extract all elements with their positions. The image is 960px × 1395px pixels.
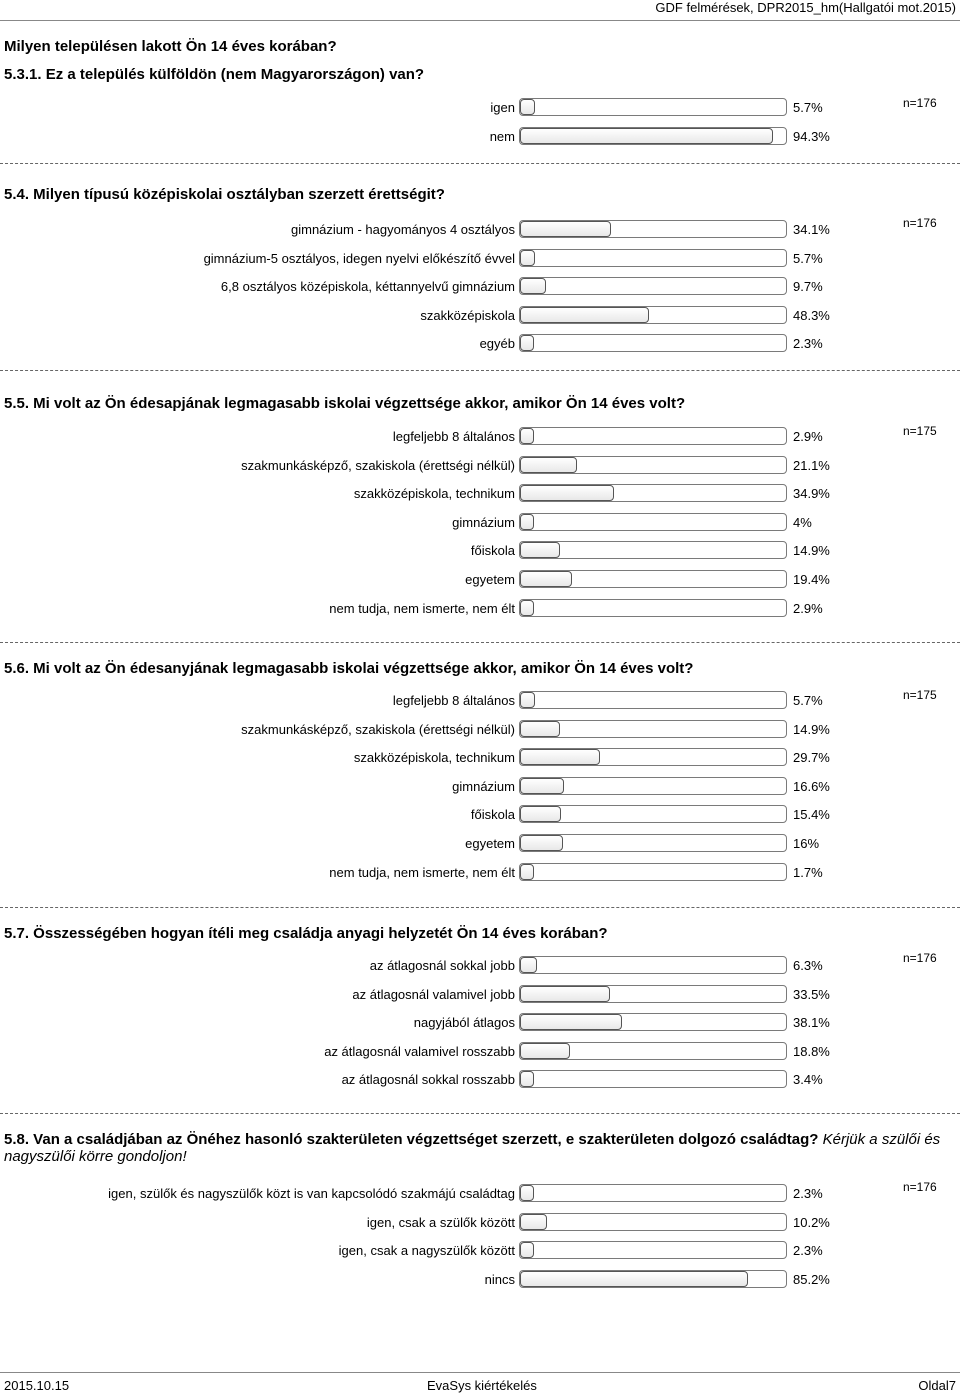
- category-label: egyetem: [465, 836, 515, 851]
- question-title: 5.7. Összességében hogyan ítéli meg családja anyagi helyzetét Ön 14 éves korában?: [4, 925, 608, 942]
- bar-track: [519, 277, 787, 295]
- bar-track: [519, 513, 787, 531]
- bar-track: [519, 720, 787, 738]
- bar-track: [519, 220, 787, 238]
- bar-row: [0, 126, 960, 148]
- bar-row: [0, 426, 960, 448]
- value-label: 4%: [793, 514, 812, 530]
- bar-row: [0, 569, 960, 591]
- bar: [520, 1242, 534, 1258]
- category-label: igen, csak a nagyszülők között: [338, 1243, 515, 1259]
- category-label: főiskola: [470, 543, 515, 559]
- value-label: 18.8%: [793, 1043, 830, 1059]
- question-title: 5.5. Mi volt az Ön édesapjának legmagasabb iskolai végzettsége akkor, amikor Ön 14 éves volt?: [4, 395, 686, 412]
- category-label: az átlagosnál sokkal jobb: [369, 958, 515, 973]
- bar: [520, 986, 610, 1002]
- sample-size: n=176: [903, 216, 937, 230]
- bar-row: [0, 97, 960, 119]
- question-title: 5.6. Mi volt az Ön édesanyjának legmagasabb iskolai végzettsége akkor, amikor Ön 14 éves volt?: [4, 660, 694, 677]
- bar: [520, 835, 563, 851]
- bar-track: [519, 427, 787, 445]
- bar-track: [519, 1213, 787, 1231]
- bar: [520, 571, 572, 587]
- category-label: az átlagosnál valamivel rosszabb: [324, 1043, 515, 1059]
- bar-track: [519, 777, 787, 795]
- bar: [520, 250, 535, 266]
- header-title: GDF felmérések, DPR2015_hm(Hallgatói mot.2015): [655, 0, 956, 15]
- bar: [520, 428, 534, 444]
- category-label: legfeljebb 8 általános: [392, 429, 515, 444]
- sample-size: n=175: [903, 424, 937, 438]
- bar-track: [519, 1184, 787, 1202]
- bar: [520, 1043, 570, 1059]
- question-title-text: 5.8. Van a családjában az Önéhez hasonló szakterületen végzettséget szerzett, e szakterületen dolgozó családtag?: [4, 1131, 819, 1148]
- category-label: igen, csak a szülők között: [366, 1214, 515, 1230]
- bar-track: [519, 1241, 787, 1259]
- section-divider: [0, 907, 960, 908]
- category-label: nincs: [484, 1271, 515, 1287]
- category-label: szakközépiskola: [420, 307, 515, 323]
- bar: [520, 1185, 534, 1201]
- category-label: gimnázium: [452, 778, 515, 794]
- section-divider: [0, 370, 960, 371]
- bar-track: [519, 956, 787, 974]
- question-note: Kérjük a szülői és nagyszülői körre gondoljon!: [4, 1131, 941, 1165]
- question-title: 5.3.1. Ez a település külföldön (nem Magyarországon) van?: [4, 66, 425, 83]
- bar-track: [519, 1270, 787, 1288]
- bar: [520, 692, 535, 708]
- bar: [520, 1271, 748, 1287]
- category-label: 6,8 osztályos középiskola, kéttannyelvű gimnázium: [220, 279, 515, 295]
- value-label: 3.4%: [793, 1072, 823, 1088]
- bar-track: [519, 1070, 787, 1088]
- bar-row: [0, 719, 960, 741]
- value-label: 1.7%: [793, 864, 823, 880]
- bar-row: [0, 984, 960, 1006]
- bar: [520, 335, 534, 351]
- bar-row: [0, 540, 960, 562]
- bar: [520, 721, 560, 737]
- bar-row: [0, 483, 960, 505]
- category-label: igen, szülők és nagyszülők közt is van kapcsolódó szakmájú családtag: [108, 1186, 515, 1201]
- bar: [520, 457, 577, 473]
- bar-row: [0, 1212, 960, 1234]
- value-label: 2.9%: [793, 429, 823, 444]
- bar: [520, 600, 534, 616]
- value-label: 6.3%: [793, 958, 823, 973]
- category-label: az átlagosnál valamivel jobb: [352, 986, 515, 1002]
- bar-track: [519, 127, 787, 145]
- sample-size: n=176: [903, 1180, 937, 1194]
- value-label: 48.3%: [793, 307, 830, 323]
- bar-row: [0, 747, 960, 769]
- value-label: 21.1%: [793, 457, 830, 473]
- category-label: nem tudja, nem ismerte, nem élt: [329, 864, 515, 880]
- section-divider: [0, 1113, 960, 1114]
- bar-track: [519, 98, 787, 116]
- bar-track: [519, 456, 787, 474]
- bar-track: [519, 985, 787, 1003]
- bar: [520, 864, 534, 880]
- bar-row: [0, 1183, 960, 1205]
- bar-row: [0, 1041, 960, 1063]
- value-label: 10.2%: [793, 1214, 830, 1230]
- bar: [520, 778, 564, 794]
- bar-track: [519, 249, 787, 267]
- bar-track: [519, 805, 787, 823]
- bar: [520, 307, 649, 323]
- intro-question: Milyen településen lakott Ön 14 éves korában?: [4, 38, 337, 55]
- bar: [520, 221, 611, 237]
- bar-row: [0, 512, 960, 534]
- bar-row: [0, 455, 960, 477]
- bar-row: [0, 1069, 960, 1091]
- category-label: az átlagosnál sokkal rosszabb: [341, 1072, 515, 1088]
- footer-divider: [0, 1372, 960, 1373]
- bar-track: [519, 691, 787, 709]
- category-label: nem tudja, nem ismerte, nem élt: [329, 600, 515, 616]
- bar: [520, 542, 560, 558]
- value-label: 14.9%: [793, 721, 830, 737]
- bar: [520, 1214, 547, 1230]
- category-label: nagyjából átlagos: [413, 1015, 515, 1031]
- bar: [520, 806, 561, 822]
- value-label: 33.5%: [793, 986, 830, 1002]
- bar: [520, 128, 773, 144]
- value-label: 34.9%: [793, 486, 830, 502]
- bar: [520, 1014, 622, 1030]
- bar-track: [519, 1042, 787, 1060]
- category-label: szakmunkásképző, szakiskola (érettségi nélkül): [241, 457, 515, 473]
- bar-row: [0, 955, 960, 977]
- section-divider: [0, 642, 960, 643]
- bar-row: [0, 248, 960, 270]
- footer-page: Oldal7: [918, 1378, 956, 1393]
- bar-track: [519, 334, 787, 352]
- value-label: 5.7%: [793, 693, 823, 708]
- section-divider: [0, 163, 960, 164]
- bar-row: [0, 305, 960, 327]
- value-label: 2.9%: [793, 600, 823, 616]
- value-label: 16%: [793, 836, 820, 851]
- value-label: 5.7%: [793, 250, 823, 266]
- bar-row: [0, 833, 960, 855]
- bar-row: [0, 862, 960, 884]
- bar-track: [519, 599, 787, 617]
- bar: [520, 749, 600, 765]
- value-label: 2.3%: [793, 336, 823, 352]
- bar: [520, 957, 537, 973]
- sample-size: n=175: [903, 688, 937, 702]
- category-label: szakmunkásképző, szakiskola (érettségi nélkül): [241, 721, 515, 737]
- bar-row: [0, 1012, 960, 1034]
- footer-center: EvaSys kiértékelés: [427, 1378, 537, 1393]
- value-label: 29.7%: [793, 750, 830, 766]
- value-label: 2.3%: [793, 1186, 823, 1201]
- bar-row: [0, 333, 960, 355]
- header-divider: [0, 20, 960, 21]
- category-label: szakközépiskola, technikum: [353, 750, 515, 766]
- bar: [520, 99, 535, 115]
- sample-size: n=176: [903, 96, 937, 110]
- footer-date: 2015.10.15: [4, 1378, 70, 1393]
- bar-track: [519, 748, 787, 766]
- bar-row: [0, 804, 960, 826]
- bar-track: [519, 834, 787, 852]
- bar-track: [519, 570, 787, 588]
- bar-row: [0, 1269, 960, 1291]
- value-label: 15.4%: [793, 807, 830, 823]
- category-label: gimnázium-5 osztályos, idegen nyelvi előkészítő évvel: [203, 250, 515, 266]
- question-title: 5.4. Milyen típusú középiskolai osztályban szerzett érettségit?: [4, 186, 445, 203]
- value-label: 2.3%: [793, 1243, 823, 1259]
- value-label: 19.4%: [793, 572, 830, 587]
- bar-track: [519, 484, 787, 502]
- bar-row: [0, 1240, 960, 1262]
- bar-track: [519, 541, 787, 559]
- value-label: 34.1%: [793, 222, 830, 237]
- bar-row: [0, 276, 960, 298]
- category-label: legfeljebb 8 általános: [392, 693, 515, 708]
- bar-track: [519, 306, 787, 324]
- category-label: egyéb: [479, 336, 515, 352]
- category-label: szakközépiskola, technikum: [353, 486, 515, 502]
- category-label: egyetem: [465, 572, 515, 587]
- bar-row: [0, 219, 960, 241]
- value-label: 94.3%: [793, 128, 830, 144]
- value-label: 14.9%: [793, 543, 830, 559]
- bar-row: [0, 598, 960, 620]
- bar: [520, 514, 534, 530]
- value-label: 16.6%: [793, 778, 830, 794]
- category-label: igen: [490, 100, 515, 115]
- bar: [520, 485, 614, 501]
- category-label: gimnázium: [452, 514, 515, 530]
- value-label: 85.2%: [793, 1271, 830, 1287]
- category-label: nem: [489, 128, 515, 144]
- value-label: 9.7%: [793, 279, 823, 295]
- bar-track: [519, 1013, 787, 1031]
- category-label: főiskola: [470, 807, 515, 823]
- value-label: 38.1%: [793, 1015, 830, 1031]
- category-label: gimnázium - hagyományos 4 osztályos: [291, 222, 515, 237]
- bar-row: [0, 776, 960, 798]
- bar-track: [519, 863, 787, 881]
- question-title: [4, 1131, 956, 1165]
- bar: [520, 278, 546, 294]
- sample-size: n=176: [903, 951, 937, 965]
- bar-row: [0, 690, 960, 712]
- value-label: 5.7%: [793, 100, 823, 115]
- bar: [520, 1071, 534, 1087]
